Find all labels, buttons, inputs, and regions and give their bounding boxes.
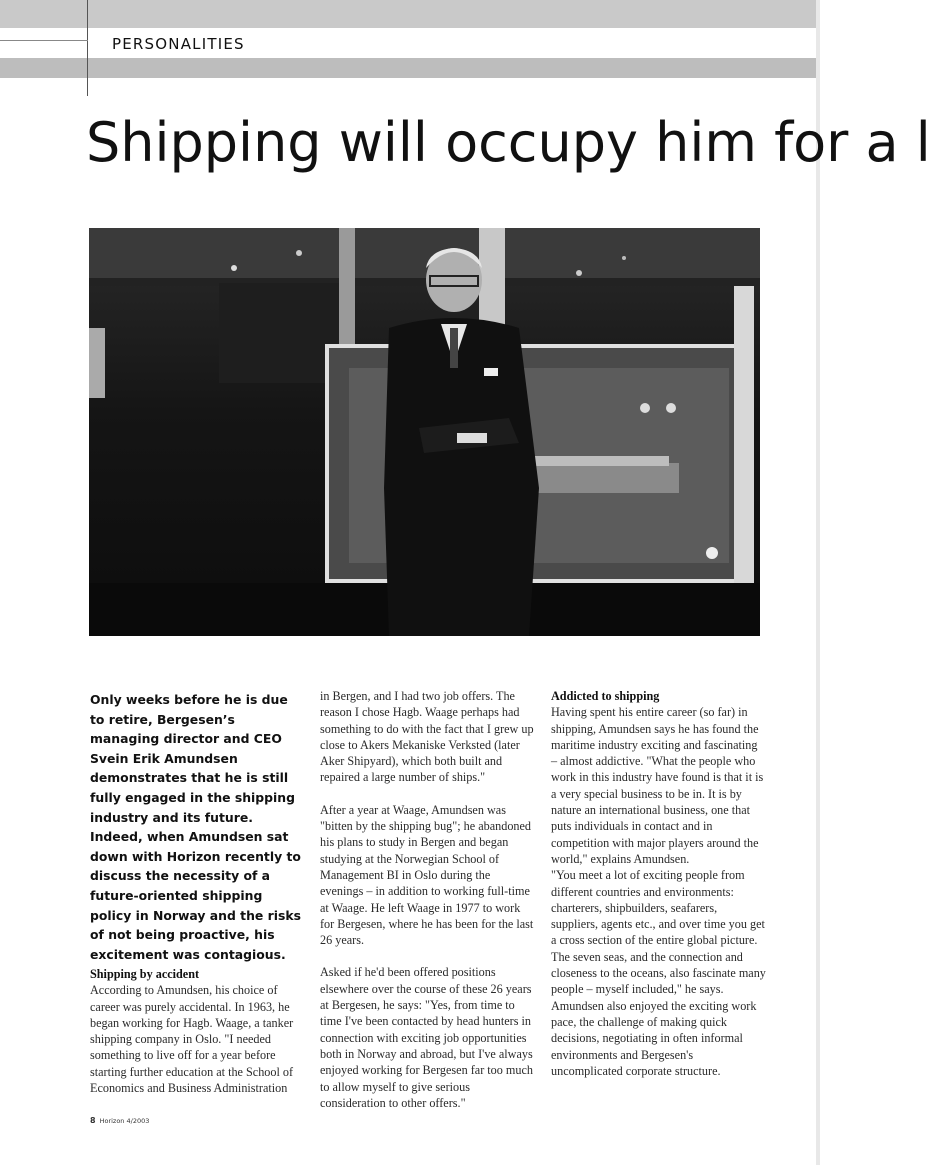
column-2-paragraph-2: After a year at Waage, Amundsen was "bitten by the shipping bug"; he abandoned his plans to study in Bergen and began studying at the Norwegian School of Management BI in Oslo during the evenings – in addition to working full-time at Waage. He left Waage in 1977 to work for Bergesen, where he has been for the last 26 years. (320, 802, 534, 948)
column-1-text: According to Amundsen, his choice of career was purely accidental. In 1963, he began working for Hagb. Waage, a tanker shipping company in Oslo. "I needed something to live off for a year before starting further education at the School of Economics and Business Administration (90, 983, 294, 1096)
margin-rule (0, 40, 88, 41)
column-2-paragraph-1: in Bergen, and I had two job offers. The reason I chose Hagb. Waage perhaps had something to do with the fact that I grew up close to Akers Mekaniske Verksted (later Aker Shipyard), which both built and repaired a large number of ships." (320, 689, 534, 785)
column-1 (90, 966, 305, 1096)
vertical-rule (87, 0, 88, 96)
column-3-paragraph-1: Having spent his entire career (so far) in shipping, Amundsen says he has found the maritime industry exciting and fascinating – almost addictive. "What the people who work in this industry have found is that it is a very special business to be in. It is by nature an international business, one that puts individuals in contact and in competition with major players around the world," explains Amundsen. (551, 705, 764, 866)
portrait-photo (89, 228, 760, 636)
top-band (0, 0, 820, 28)
page-title: Shipping will occupy him for a l (86, 111, 931, 174)
subhead-addicted-to-shipping: Addicted to shipping (551, 689, 660, 703)
photo-illustration (89, 228, 760, 636)
page-number: 8 (90, 1116, 96, 1125)
column-2 (320, 688, 535, 1111)
header-band (0, 58, 820, 78)
publication-name: Horizon 4/2003 (99, 1117, 150, 1125)
subhead-shipping-by-accident: Shipping by accident (90, 967, 200, 981)
column-3 (551, 688, 766, 1079)
section-label: PERSONALITIES (112, 35, 245, 53)
column-2-paragraph-3: Asked if he'd been offered positions elsewhere over the course of these 26 years at Bergesen, he says: "Yes, from time to time I've been contacted by head hunters in connection with exciting job opportunities both in Norway and abroad, but I've always enjoyed working for Bergesen far too much to allow myself to give serious consideration to other offers." (320, 965, 533, 1110)
lead-paragraph: Only weeks before he is due to retire, Bergesen’s managing director and CEO Svein Erik Amundsen demonstrates that he is still fully engaged in the shipping industry and its future. Indeed, when Amundsen sat down with Horizon recently to discuss the necessity of a future-oriented shipping policy in Norway and the risks of not being proactive, his excitement was contagious. (90, 692, 301, 962)
page-footer (90, 1116, 149, 1125)
column-3-paragraph-2: "You meet a lot of exciting people from different countries and environments: charterers, shipbuilders, seafarers, suppliers, agents etc., and over time you get a cross section of the entire global picture. The seven seas, and the connection and closeness to the oceans, also fascinate many people – myself included," he says. Amundsen also enjoyed the exciting work pace, the challenge of making quick decisions, negotiating in often informal environments and Bergesen's uncomplicated corporate structure. (551, 868, 766, 1078)
